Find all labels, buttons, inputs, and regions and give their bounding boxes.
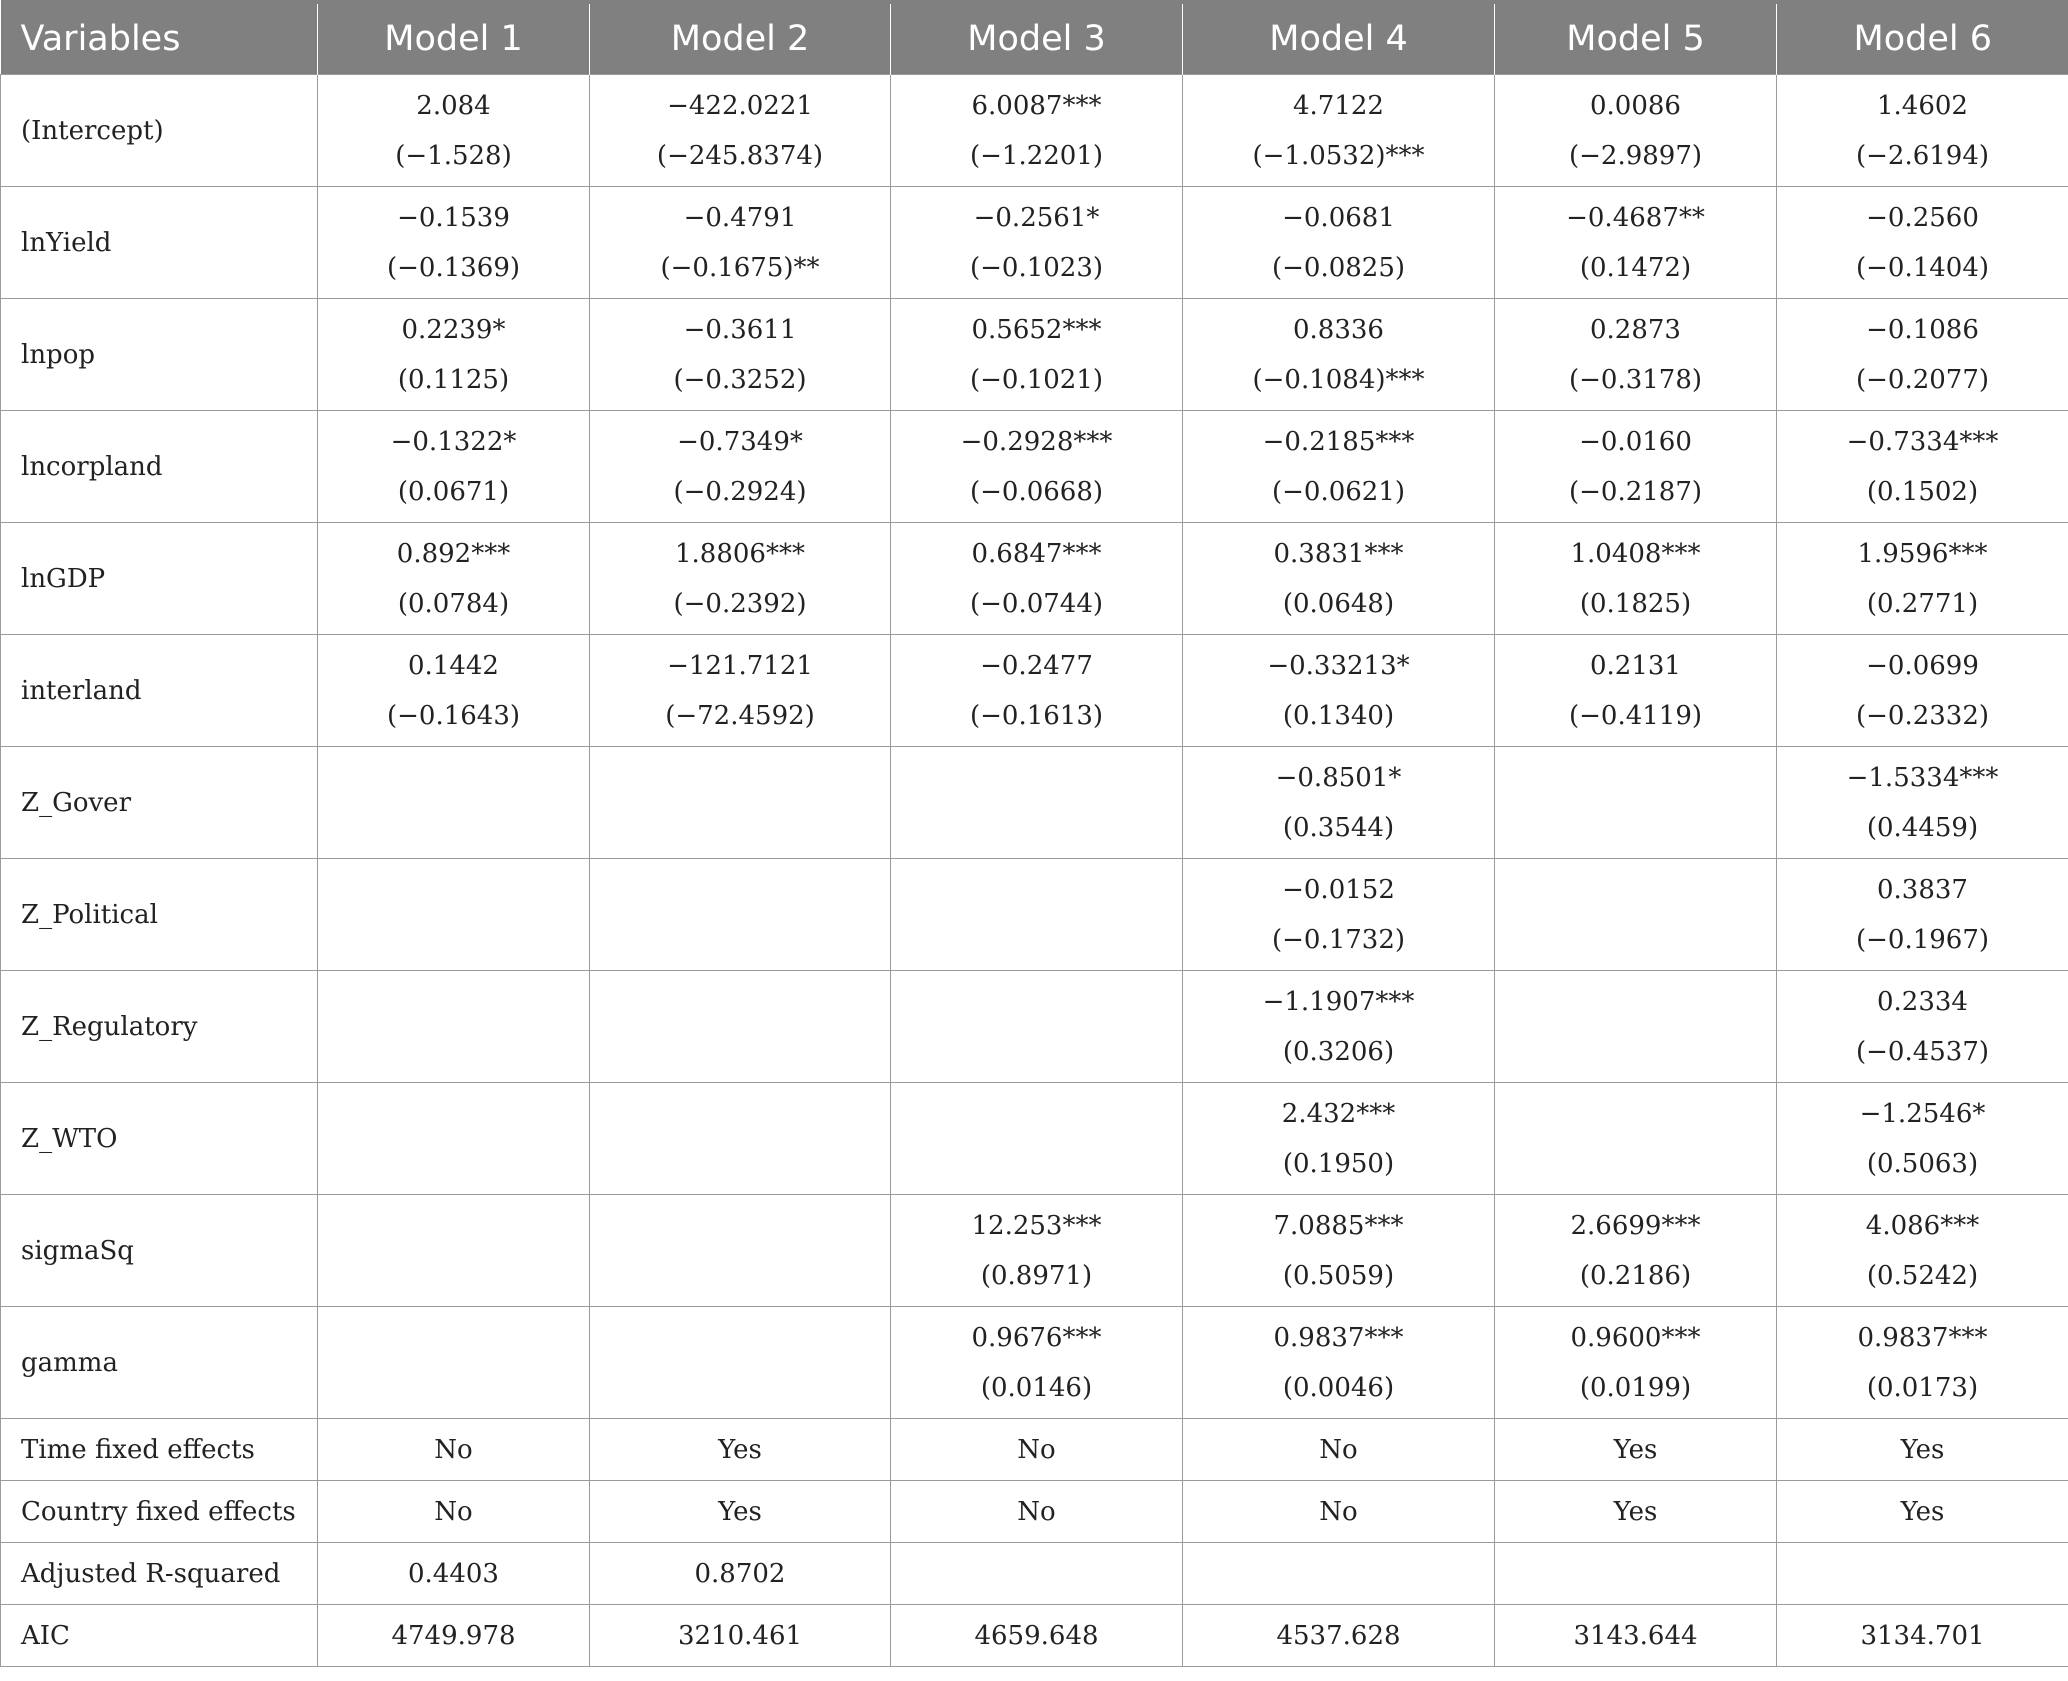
model-3-cell xyxy=(891,523,1183,635)
standard-error xyxy=(318,1027,589,1077)
standard-error: (−0.0744) xyxy=(969,588,1104,619)
coefficient-estimate: 0.2873 xyxy=(1590,314,1681,345)
standard-error: (−0.0825) xyxy=(1271,252,1406,283)
standard-error: (0.0199) xyxy=(1579,1372,1692,1403)
standard-error: (−72.4592) xyxy=(665,700,815,731)
standard-error: (−0.3178) xyxy=(1568,364,1703,395)
coefficient-estimate: 1.9596*** xyxy=(1857,538,1988,569)
summary-model-6-cell: 3134.701 xyxy=(1777,1605,2068,1667)
model-3-cell xyxy=(891,1307,1183,1419)
model-5-cell xyxy=(1495,411,1777,523)
model-4-cell xyxy=(1183,75,1495,187)
coefficient-estimate: 0.2239* xyxy=(401,314,506,345)
standard-error: (−245.8374) xyxy=(656,140,824,171)
standard-error xyxy=(590,1251,890,1301)
model-2-cell xyxy=(590,411,891,523)
coefficient-estimate: −422.0221 xyxy=(667,90,813,121)
model-5-cell xyxy=(1495,859,1777,971)
coefficient-estimate xyxy=(318,1089,589,1139)
header-model-3: Model 3 xyxy=(891,2,1183,75)
summary-label: Time fixed effects xyxy=(1,1419,318,1481)
standard-error xyxy=(891,1139,1182,1189)
model-1-cell xyxy=(318,523,590,635)
model-1-cell xyxy=(318,187,590,299)
standard-error: (0.1825) xyxy=(1579,588,1692,619)
standard-error: (0.5242) xyxy=(1866,1260,1979,1291)
model-1-cell xyxy=(318,859,590,971)
coefficient-estimate: −0.1539 xyxy=(397,202,510,233)
coefficient-estimate: −0.4791 xyxy=(683,202,797,233)
coefficient-estimate xyxy=(1495,865,1776,915)
table-row xyxy=(1,411,2068,523)
standard-error xyxy=(891,803,1182,853)
variable-label: lncorpland xyxy=(1,411,318,523)
coefficient-estimate: 4.086*** xyxy=(1865,1210,1980,1241)
coefficient-estimate: 0.1442 xyxy=(408,650,499,681)
table-row xyxy=(1,523,2068,635)
standard-error: (0.1472) xyxy=(1579,252,1692,283)
standard-error: (0.4459) xyxy=(1866,812,1979,843)
coefficient-estimate xyxy=(1495,1089,1776,1139)
model-6-cell xyxy=(1777,635,2068,747)
model-6-cell xyxy=(1777,523,2068,635)
standard-error xyxy=(1495,1027,1776,1077)
standard-error: (−1.2201) xyxy=(969,140,1104,171)
summary-model-2-cell: Yes xyxy=(590,1481,891,1543)
summary-row xyxy=(1,1481,2068,1543)
coefficient-estimate: 0.8336 xyxy=(1293,314,1384,345)
model-4-cell xyxy=(1183,187,1495,299)
coefficient-estimate: −0.1322* xyxy=(390,426,517,457)
coefficient-estimate: 7.0885*** xyxy=(1273,1210,1404,1241)
standard-error: (−1.0532)*** xyxy=(1252,140,1425,171)
summary-model-5-cell xyxy=(1495,1543,1777,1605)
model-1-cell xyxy=(318,1083,590,1195)
coefficient-estimate xyxy=(590,753,890,803)
model-6-cell xyxy=(1777,747,2068,859)
standard-error: (0.3544) xyxy=(1282,812,1395,843)
coefficient-estimate: −0.0152 xyxy=(1282,874,1395,905)
coefficient-estimate xyxy=(318,977,589,1027)
summary-model-3-cell: No xyxy=(891,1419,1183,1481)
coefficient-estimate: 2.432*** xyxy=(1281,1098,1396,1129)
standard-error: (−0.0668) xyxy=(969,476,1104,507)
model-6-cell xyxy=(1777,971,2068,1083)
model-4-cell xyxy=(1183,411,1495,523)
standard-error: (0.5063) xyxy=(1866,1148,1979,1179)
coefficient-estimate: 0.2131 xyxy=(1590,650,1681,681)
model-5-cell xyxy=(1495,75,1777,187)
coefficient-estimate xyxy=(590,1313,890,1363)
standard-error: (−0.1732) xyxy=(1271,924,1406,955)
standard-error xyxy=(590,1363,890,1413)
table-row xyxy=(1,1195,2068,1307)
coefficient-estimate xyxy=(1495,753,1776,803)
standard-error: (−0.0621) xyxy=(1271,476,1406,507)
model-4-cell xyxy=(1183,971,1495,1083)
coefficient-estimate: 2.6699*** xyxy=(1570,1210,1701,1241)
standard-error xyxy=(318,1363,589,1413)
model-3-cell xyxy=(891,411,1183,523)
coefficient-estimate: 0.3837 xyxy=(1877,874,1968,905)
coefficient-estimate: −0.2928*** xyxy=(960,426,1113,457)
model-5-cell xyxy=(1495,635,1777,747)
summary-model-6-cell xyxy=(1777,1543,2068,1605)
model-1-cell xyxy=(318,747,590,859)
model-3-cell xyxy=(891,859,1183,971)
summary-model-4-cell: No xyxy=(1183,1419,1495,1481)
model-1-cell xyxy=(318,1195,590,1307)
summary-model-3-cell xyxy=(891,1543,1183,1605)
model-6-cell xyxy=(1777,859,2068,971)
table-row xyxy=(1,299,2068,411)
standard-error: (0.1340) xyxy=(1282,700,1395,731)
model-3-cell xyxy=(891,1195,1183,1307)
coefficient-estimate: −0.2477 xyxy=(980,650,1093,681)
header-model-5: Model 5 xyxy=(1495,2,1777,75)
variable-label: (Intercept) xyxy=(1,75,318,187)
coefficient-estimate xyxy=(1495,977,1776,1027)
standard-error xyxy=(1495,1139,1776,1189)
model-2-cell xyxy=(590,859,891,971)
table-row xyxy=(1,1307,2068,1419)
coefficient-estimate: 1.0408*** xyxy=(1570,538,1701,569)
coefficient-estimate xyxy=(318,1201,589,1251)
model-2-cell xyxy=(590,1083,891,1195)
summary-model-6-cell: Yes xyxy=(1777,1481,2068,1543)
model-5-cell xyxy=(1495,299,1777,411)
table-body xyxy=(1,75,2068,1667)
model-4-cell xyxy=(1183,635,1495,747)
coefficient-estimate xyxy=(590,1201,890,1251)
table-row xyxy=(1,75,2068,187)
summary-label: Adjusted R-squared xyxy=(1,1543,318,1605)
coefficient-estimate xyxy=(891,753,1182,803)
summary-model-3-cell: 4659.648 xyxy=(891,1605,1183,1667)
summary-model-2-cell: Yes xyxy=(590,1419,891,1481)
variable-label: lnYield xyxy=(1,187,318,299)
model-5-cell xyxy=(1495,523,1777,635)
standard-error: (0.1502) xyxy=(1866,476,1979,507)
standard-error: (0.3206) xyxy=(1282,1036,1395,1067)
coefficient-estimate xyxy=(318,753,589,803)
standard-error: (0.0146) xyxy=(980,1372,1093,1403)
variable-label: interland xyxy=(1,635,318,747)
summary-row xyxy=(1,1419,2068,1481)
coefficient-estimate: 1.4602 xyxy=(1877,90,1968,121)
model-6-cell xyxy=(1777,411,2068,523)
table-row xyxy=(1,635,2068,747)
model-3-cell xyxy=(891,635,1183,747)
standard-error: (0.0173) xyxy=(1866,1372,1979,1403)
coefficient-estimate: −1.2546* xyxy=(1859,1098,1986,1129)
summary-model-5-cell: Yes xyxy=(1495,1419,1777,1481)
model-5-cell xyxy=(1495,747,1777,859)
coefficient-estimate: 0.6847*** xyxy=(971,538,1102,569)
standard-error: (−0.1084)*** xyxy=(1252,364,1425,395)
model-1-cell xyxy=(318,299,590,411)
header-variables: Variables xyxy=(1,2,318,75)
standard-error: (−1.528) xyxy=(395,140,512,171)
model-1-cell xyxy=(318,75,590,187)
model-2-cell xyxy=(590,75,891,187)
standard-error: (−0.1967) xyxy=(1855,924,1990,955)
coefficient-estimate: 0.9837*** xyxy=(1857,1322,1988,1353)
model-2-cell xyxy=(590,747,891,859)
coefficient-estimate: −0.0681 xyxy=(1282,202,1395,233)
model-6-cell xyxy=(1777,1307,2068,1419)
model-4-cell xyxy=(1183,1195,1495,1307)
model-2-cell xyxy=(590,635,891,747)
summary-model-5-cell: 3143.644 xyxy=(1495,1605,1777,1667)
coefficient-estimate xyxy=(318,865,589,915)
standard-error: (0.2186) xyxy=(1579,1260,1692,1291)
standard-error xyxy=(590,1139,890,1189)
standard-error xyxy=(1495,915,1776,965)
coefficient-estimate: 2.084 xyxy=(416,90,491,121)
model-5-cell xyxy=(1495,1307,1777,1419)
standard-error xyxy=(318,803,589,853)
coefficient-estimate: −0.2185*** xyxy=(1262,426,1415,457)
summary-label: Country fixed effects xyxy=(1,1481,318,1543)
summary-row xyxy=(1,1543,2068,1605)
model-2-cell xyxy=(590,1195,891,1307)
model-3-cell xyxy=(891,75,1183,187)
variable-label: Z_Gover xyxy=(1,747,318,859)
standard-error: (0.5059) xyxy=(1282,1260,1395,1291)
standard-error xyxy=(318,915,589,965)
coefficient-estimate: 0.9676*** xyxy=(971,1322,1102,1353)
variable-label: sigmaSq xyxy=(1,1195,318,1307)
model-2-cell xyxy=(590,187,891,299)
standard-error: (−0.2187) xyxy=(1568,476,1703,507)
model-4-cell xyxy=(1183,523,1495,635)
table-row xyxy=(1,747,2068,859)
coefficient-estimate: −0.3611 xyxy=(683,314,797,345)
model-3-cell xyxy=(891,747,1183,859)
coefficient-estimate: −0.7349* xyxy=(677,426,803,457)
model-4-cell xyxy=(1183,859,1495,971)
summary-model-4-cell xyxy=(1183,1543,1495,1605)
standard-error: (0.8971) xyxy=(980,1260,1093,1291)
coefficient-estimate: −0.1086 xyxy=(1866,314,1979,345)
model-2-cell xyxy=(590,523,891,635)
summary-model-1-cell: 4749.978 xyxy=(318,1605,590,1667)
coefficient-estimate: −1.5334*** xyxy=(1846,762,1999,793)
standard-error: (−0.1023) xyxy=(969,252,1104,283)
coefficient-estimate: −121.7121 xyxy=(667,650,813,681)
summary-row xyxy=(1,1605,2068,1667)
coefficient-estimate xyxy=(891,1089,1182,1139)
standard-error: (−0.3252) xyxy=(673,364,807,395)
model-5-cell xyxy=(1495,971,1777,1083)
model-4-cell xyxy=(1183,299,1495,411)
coefficient-estimate: 4.7122 xyxy=(1293,90,1384,121)
model-1-cell xyxy=(318,635,590,747)
model-3-cell xyxy=(891,1083,1183,1195)
model-3-cell xyxy=(891,971,1183,1083)
header-model-4: Model 4 xyxy=(1183,2,1495,75)
variable-label: Z_Regulatory xyxy=(1,971,318,1083)
summary-model-2-cell: 3210.461 xyxy=(590,1605,891,1667)
model-2-cell xyxy=(590,1307,891,1419)
summary-model-6-cell: Yes xyxy=(1777,1419,2068,1481)
model-5-cell xyxy=(1495,187,1777,299)
model-5-cell xyxy=(1495,1195,1777,1307)
standard-error: (−2.9897) xyxy=(1568,140,1703,171)
coefficient-estimate: −0.0699 xyxy=(1866,650,1979,681)
summary-label: AIC xyxy=(1,1605,318,1667)
coefficient-estimate: 6.0087*** xyxy=(971,90,1102,121)
standard-error: (−0.2392) xyxy=(673,588,807,619)
standard-error xyxy=(590,1027,890,1077)
standard-error: (−0.1369) xyxy=(386,252,521,283)
standard-error: (0.0671) xyxy=(397,476,510,507)
standard-error xyxy=(590,803,890,853)
header-model-6: Model 6 xyxy=(1777,2,2068,75)
model-1-cell xyxy=(318,411,590,523)
coefficient-estimate xyxy=(590,977,890,1027)
model-6-cell xyxy=(1777,299,2068,411)
header-model-1: Model 1 xyxy=(318,2,590,75)
table-row xyxy=(1,187,2068,299)
model-6-cell xyxy=(1777,75,2068,187)
coefficient-estimate: 0.0086 xyxy=(1590,90,1681,121)
summary-model-2-cell: 0.8702 xyxy=(590,1543,891,1605)
model-2-cell xyxy=(590,299,891,411)
coefficient-estimate: −1.1907*** xyxy=(1262,986,1415,1017)
model-2-cell xyxy=(590,971,891,1083)
coefficient-estimate: −0.0160 xyxy=(1579,426,1692,457)
standard-error xyxy=(891,915,1182,965)
coefficient-estimate: −0.4687** xyxy=(1566,202,1705,233)
model-6-cell xyxy=(1777,1195,2068,1307)
standard-error xyxy=(590,915,890,965)
coefficient-estimate: 0.5652*** xyxy=(971,314,1102,345)
coefficient-estimate xyxy=(318,1313,589,1363)
table-row xyxy=(1,971,2068,1083)
standard-error xyxy=(318,1139,589,1189)
standard-error: (−0.1021) xyxy=(969,364,1104,395)
standard-error xyxy=(1495,803,1776,853)
table-row xyxy=(1,1083,2068,1195)
standard-error: (0.1950) xyxy=(1282,1148,1395,1179)
standard-error: (−0.1675)** xyxy=(660,252,820,283)
coefficient-estimate xyxy=(891,865,1182,915)
coefficient-estimate: 0.2334 xyxy=(1877,986,1968,1017)
table-row xyxy=(1,859,2068,971)
coefficient-estimate: 12.253*** xyxy=(971,1210,1102,1241)
standard-error: (−0.1643) xyxy=(386,700,521,731)
coefficient-estimate xyxy=(590,865,890,915)
coefficient-estimate: 1.8806*** xyxy=(675,538,805,569)
coefficient-estimate: −0.7334*** xyxy=(1846,426,1999,457)
variable-label: lnGDP xyxy=(1,523,318,635)
variable-label: gamma xyxy=(1,1307,318,1419)
standard-error: (−2.6194) xyxy=(1855,140,1990,171)
summary-model-5-cell: Yes xyxy=(1495,1481,1777,1543)
summary-model-4-cell: 4537.628 xyxy=(1183,1605,1495,1667)
standard-error xyxy=(318,1251,589,1301)
standard-error: (−0.4537) xyxy=(1855,1036,1990,1067)
coefficient-estimate: −0.2561* xyxy=(973,202,1100,233)
standard-error xyxy=(891,1027,1182,1077)
coefficient-estimate: 0.9600*** xyxy=(1570,1322,1701,1353)
model-3-cell xyxy=(891,187,1183,299)
standard-error: (0.0046) xyxy=(1282,1372,1395,1403)
standard-error: (−0.1404) xyxy=(1855,252,1990,283)
coefficient-estimate: −0.8501* xyxy=(1275,762,1402,793)
header-row xyxy=(1,2,2068,75)
variable-label: Z_Political xyxy=(1,859,318,971)
summary-model-4-cell: No xyxy=(1183,1481,1495,1543)
variable-label: Z_WTO xyxy=(1,1083,318,1195)
coefficient-estimate: 0.892*** xyxy=(396,538,511,569)
standard-error: (−0.1613) xyxy=(969,700,1104,731)
standard-error: (0.0784) xyxy=(397,588,510,619)
standard-error: (0.2771) xyxy=(1866,588,1979,619)
standard-error: (−0.2924) xyxy=(673,476,807,507)
standard-error: (−0.4119) xyxy=(1568,700,1703,731)
model-5-cell xyxy=(1495,1083,1777,1195)
variable-label: lnpop xyxy=(1,299,318,411)
coefficient-estimate: −0.2560 xyxy=(1866,202,1979,233)
model-4-cell xyxy=(1183,1307,1495,1419)
standard-error: (−0.2077) xyxy=(1855,364,1990,395)
coefficient-estimate: −0.33213* xyxy=(1267,650,1410,681)
model-6-cell xyxy=(1777,1083,2068,1195)
model-4-cell xyxy=(1183,1083,1495,1195)
header-model-2: Model 2 xyxy=(590,2,891,75)
model-1-cell xyxy=(318,1307,590,1419)
summary-model-1-cell: No xyxy=(318,1419,590,1481)
standard-error: (0.0648) xyxy=(1282,588,1395,619)
standard-error: (0.1125) xyxy=(397,364,510,395)
model-3-cell xyxy=(891,299,1183,411)
summary-model-1-cell: No xyxy=(318,1481,590,1543)
coefficient-estimate xyxy=(590,1089,890,1139)
coefficient-estimate: 0.3831*** xyxy=(1273,538,1404,569)
model-6-cell xyxy=(1777,187,2068,299)
coefficient-estimate: 0.9837*** xyxy=(1273,1322,1404,1353)
summary-model-3-cell: No xyxy=(891,1481,1183,1543)
standard-error: (−0.2332) xyxy=(1855,700,1990,731)
coefficient-estimate xyxy=(891,977,1182,1027)
model-1-cell xyxy=(318,971,590,1083)
summary-model-1-cell: 0.4403 xyxy=(318,1543,590,1605)
model-4-cell xyxy=(1183,747,1495,859)
